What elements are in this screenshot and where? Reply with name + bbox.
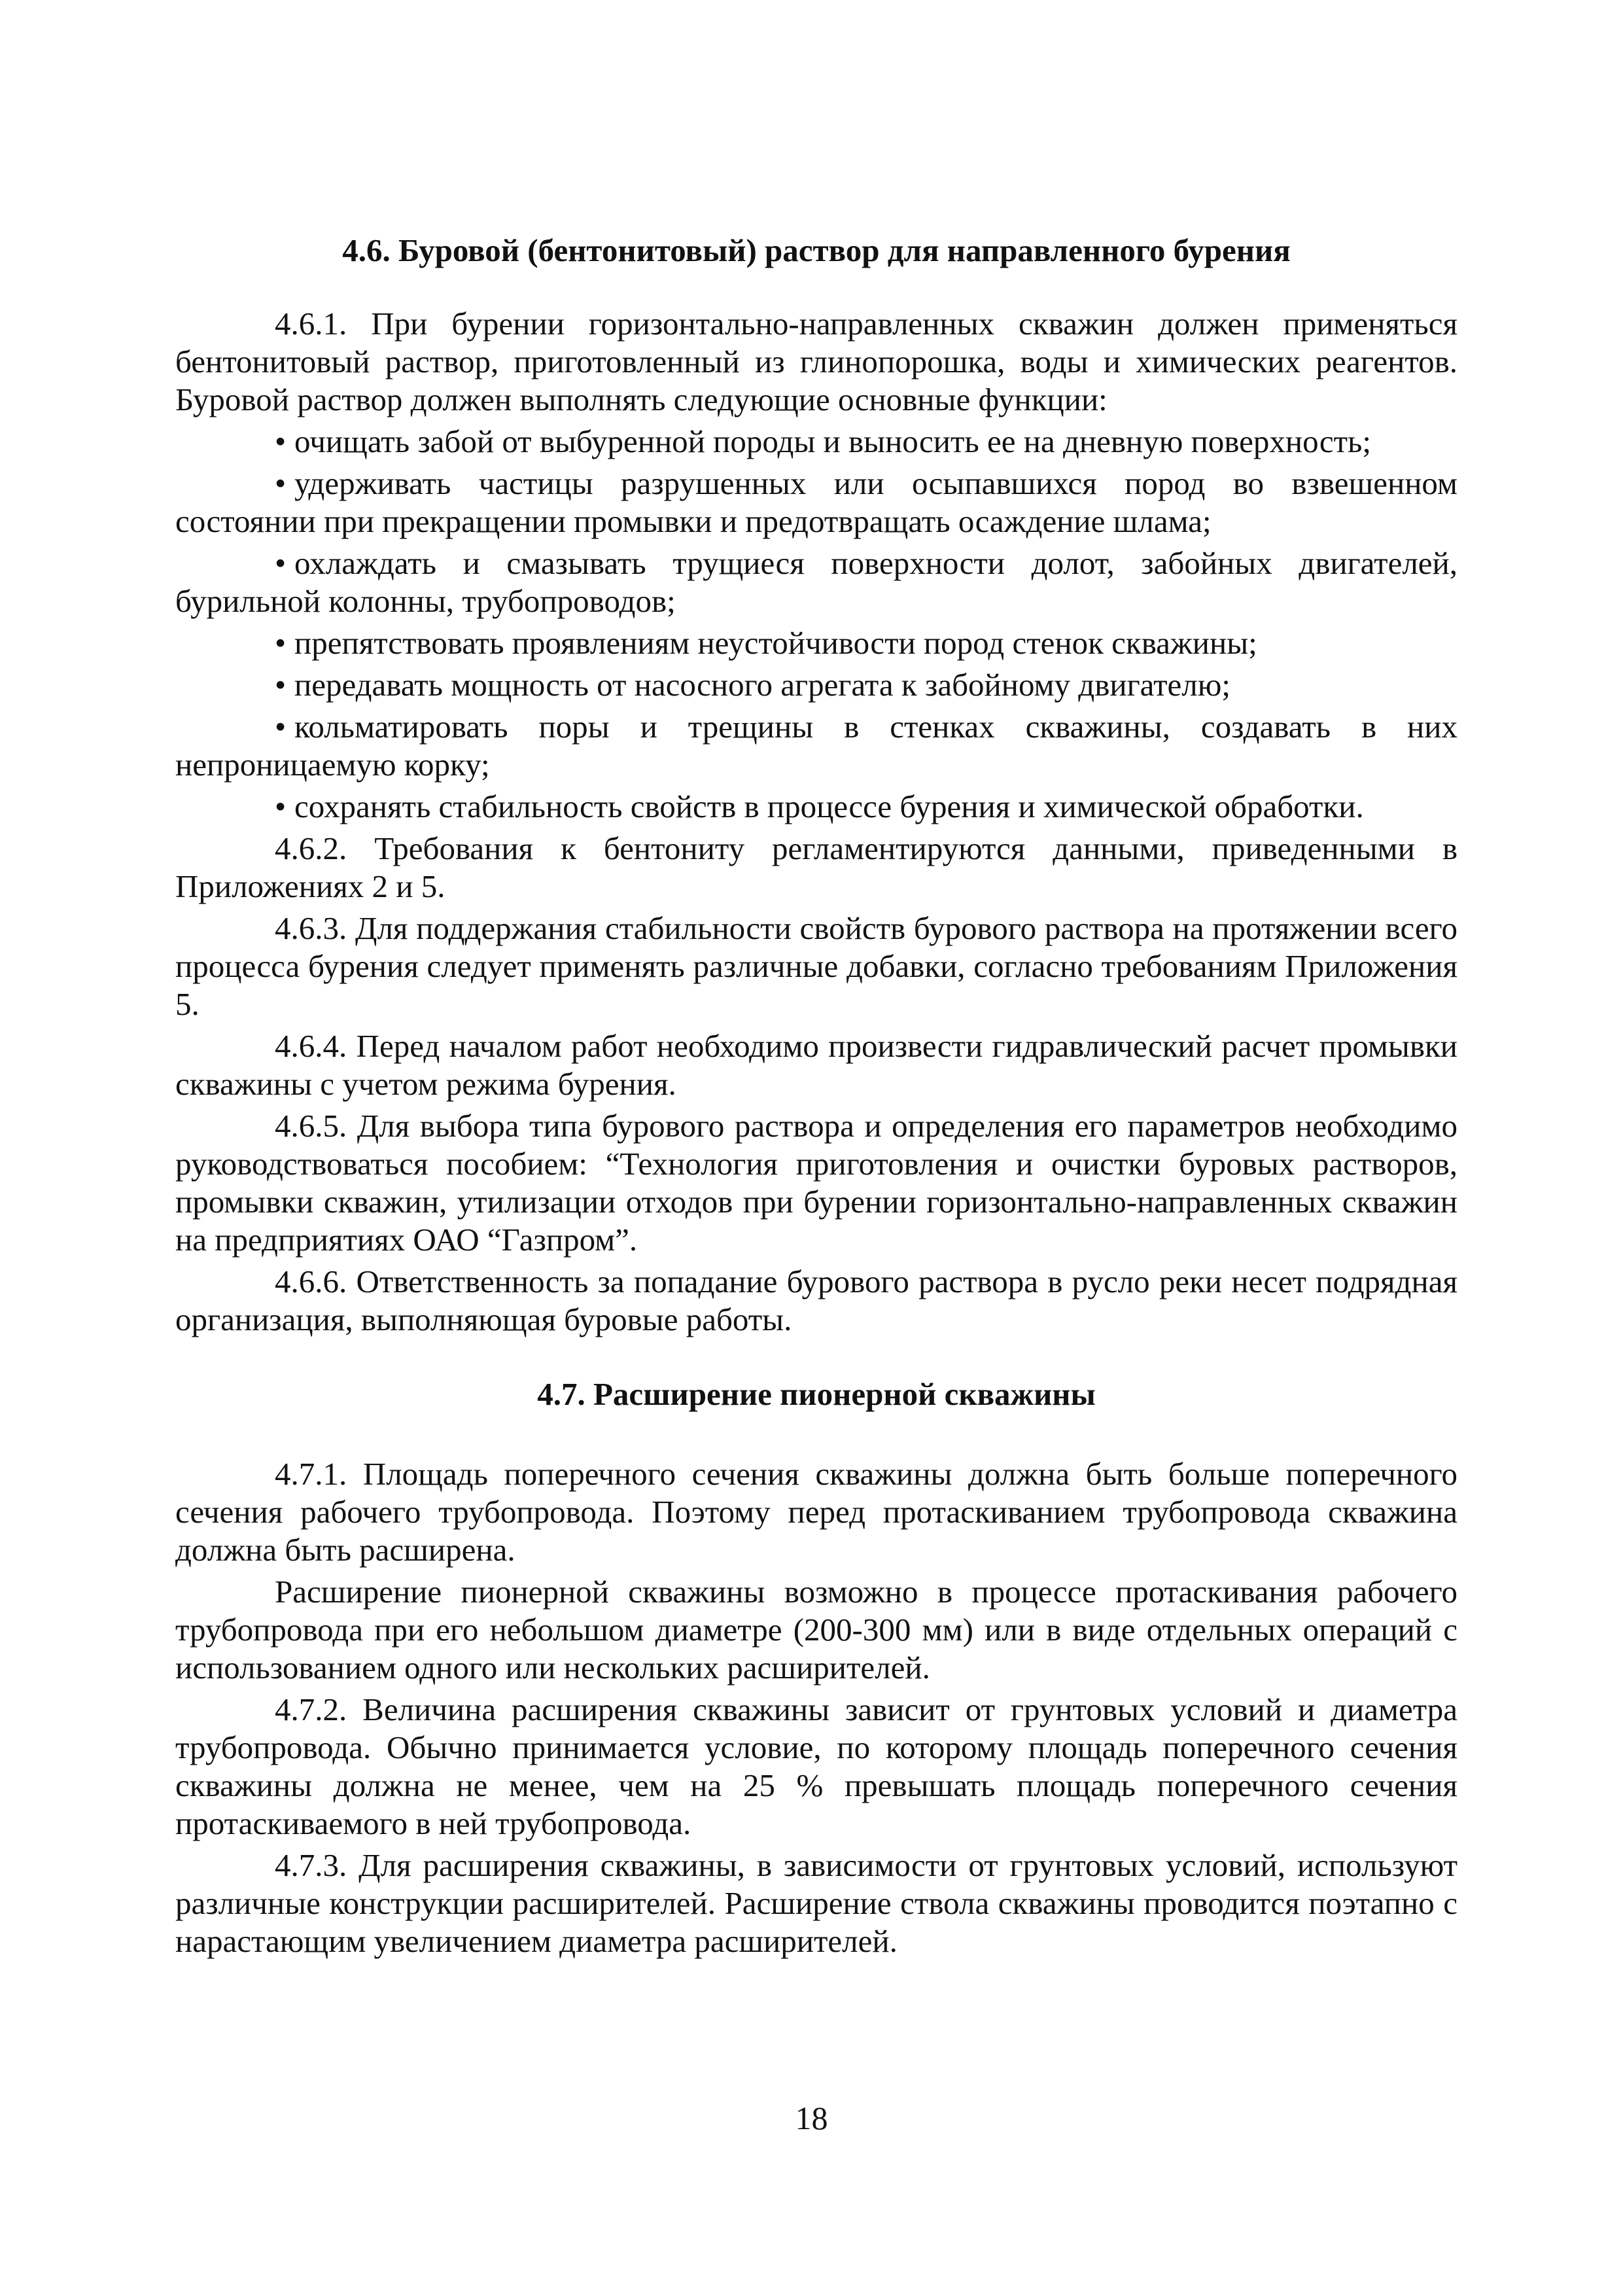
section-heading-4-7: 4.7. Расширение пионерной скважины: [537, 1376, 1096, 1412]
list-item: [175, 465, 1457, 540]
list-item: [175, 708, 1457, 784]
paragraph-4-6-6: 4.6.6. Ответственность за попадание бурового раствора в русло реки несет подрядная организация, выполняющая буровые работы.: [175, 1263, 1457, 1337]
paragraph-4-7-1-continued: Расширение пионерной скважины возможно в процессе протаскивания рабочего трубопровода при его небольшом диаметре (200-300 мм) или в виде отдельных операций с использованием одного или нескольких расширителей.: [175, 1574, 1457, 1686]
list-item: [175, 788, 1457, 826]
document-page: [175, 222, 1457, 1964]
section-heading-4-6: 4.6. Буровой (бентонитовый) раствор для направленного бурения: [342, 232, 1291, 268]
paragraph-4-7-1: 4.7.1. Площадь поперечного сечения скважины должна быть больше поперечного сечения рабочего трубопровода. Поэтому перед протаскиванием трубопровода скважина должна быть расширена.: [175, 1456, 1457, 1568]
bullet-icon: •: [275, 423, 287, 459]
section-4-7-body: [175, 1455, 1457, 1960]
paragraph-4-7-2: 4.7.2. Величина расширения скважины зависит от грунтовых условий и диаметра трубопровода. Обычно принимается условие, по которому площадь поперечного сечения скважины должна не менее, чем на 25 % превышать площадь поперечного сечения протаскиваемого в ней трубопровода.: [175, 1691, 1457, 1841]
paragraph-4-6-2: 4.6.2. Требования к бентониту регламентируются данными, приведенными в Приложениях 2 и 5.: [175, 830, 1457, 904]
paragraph-4-7-3: 4.7.3. Для расширения скважины, в зависимости от грунтовых условий, используют различные конструкции расширителей. Расширение ствола скважины проводится поэтапно с нарастающим увеличением диаметра расширителей.: [175, 1847, 1457, 1959]
list-item-text: препятствовать проявлениям неустойчивости пород стенок скважины;: [294, 625, 1257, 661]
bullet-icon: •: [275, 788, 287, 824]
list-item-text: охлаждать и смазывать трущиеся поверхности долот, забойных двигателей, бурильной колонны, трубопроводов;: [175, 545, 1457, 619]
functions-list: [175, 423, 1457, 826]
section-4-6-body: [175, 305, 1457, 1339]
list-item-text: передавать мощность от насосного агрегата к забойному двигателю;: [294, 667, 1230, 703]
paragraph-4-6-4: 4.6.4. Перед началом работ необходимо произвести гидравлический расчет промывки скважины с учетом режима бурения.: [175, 1028, 1457, 1102]
bullet-icon: •: [275, 545, 287, 581]
list-item-text: удерживать частицы разрушенных или осыпавшихся пород во взвешенном состоянии при прекращении промывки и предотвращать осаждение шлама;: [175, 465, 1457, 539]
paragraph-4-6-3: 4.6.3. Для поддержания стабильности свойств бурового раствора на протяжении всего процесса бурения следует применять различные добавки, согласно требованиям Приложения 5.: [175, 910, 1457, 1022]
list-item: [175, 624, 1457, 662]
list-item: [175, 544, 1457, 620]
paragraph-4-6-5: 4.6.5. Для выбора типа бурового раствора и определения его параметров необходимо руководствоваться пособием: “Технология приготовления и очистки буровых растворов, промывки скважин, утилизации отходов при бурении горизонтально-направленных скважин на предприятиях ОАО “Газпром”.: [175, 1108, 1457, 1258]
list-item: [175, 423, 1457, 461]
bullet-icon: •: [275, 667, 287, 703]
list-item: [175, 666, 1457, 704]
page-number: 18: [795, 2100, 828, 2136]
bullet-icon: •: [275, 625, 287, 661]
list-item-text: кольматировать поры и трещины в стенках скважины, создавать в них непроницаемую корку;: [175, 709, 1457, 783]
bullet-icon: •: [275, 465, 287, 501]
bullet-icon: •: [275, 709, 287, 745]
paragraph-4-6-1: 4.6.1. При бурении горизонтально-направленных скважин должен применяться бентонитовый раствор, приготовленный из глинопорошка, воды и химических реагентов. Буровой раствор должен выполнять следующие основные функции:: [175, 306, 1457, 417]
list-item-text: очищать забой от выбуренной породы и выносить ее на дневную поверхность;: [294, 423, 1371, 459]
list-item-text: сохранять стабильность свойств в процессе бурения и химической обработки.: [294, 788, 1364, 824]
